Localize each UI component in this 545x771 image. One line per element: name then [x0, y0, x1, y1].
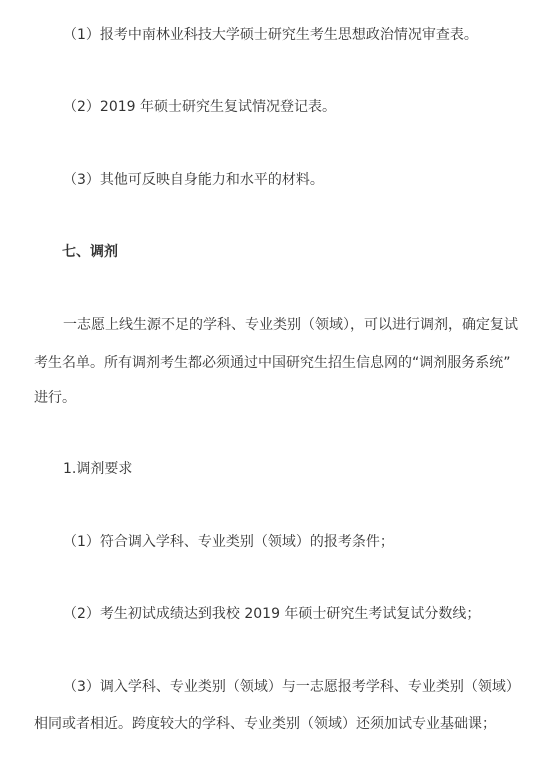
paragraph-material-2: （2）2019 年硕士研究生复试情况登记表。 — [63, 99, 336, 115]
paragraph-material-1: （1）报考中南林业科技大学硕士研究生考生思想政治情况审查表。 — [63, 27, 478, 43]
paragraph-adjustment-intro-line-3: 进行。 — [34, 390, 76, 406]
paragraph-requirement-1: （1）符合调入学科、专业类别（领域）的报考条件； — [63, 534, 394, 550]
paragraph-requirement-3-line-1: （3）调入学科、专业类别（领域）与一志愿报考学科、专业类别（领域） — [63, 679, 520, 695]
subheading-adjustment-requirements: 1.调剂要求 — [63, 461, 133, 477]
paragraph-material-3: （3）其他可反映自身能力和水平的材料。 — [63, 172, 324, 188]
paragraph-adjustment-intro-line-1: 一志愿上线生源不足的学科、专业类别（领域），可以进行调剂，确定复试 — [63, 317, 518, 333]
section-heading-adjustment: 七、调剂 — [62, 244, 118, 260]
paragraph-adjustment-intro-line-2: 考生名单。所有调剂考生都必须通过中国研究生招生信息网的“调剂服务系统” — [34, 355, 511, 371]
paragraph-requirement-2: （2）考生初试成绩达到我校 2019 年硕士研究生考试复试分数线； — [63, 606, 481, 622]
paragraph-requirement-3-line-2: 相同或者相近。跨度较大的学科、专业类别（领域）还须加试专业基础课； — [34, 716, 496, 732]
